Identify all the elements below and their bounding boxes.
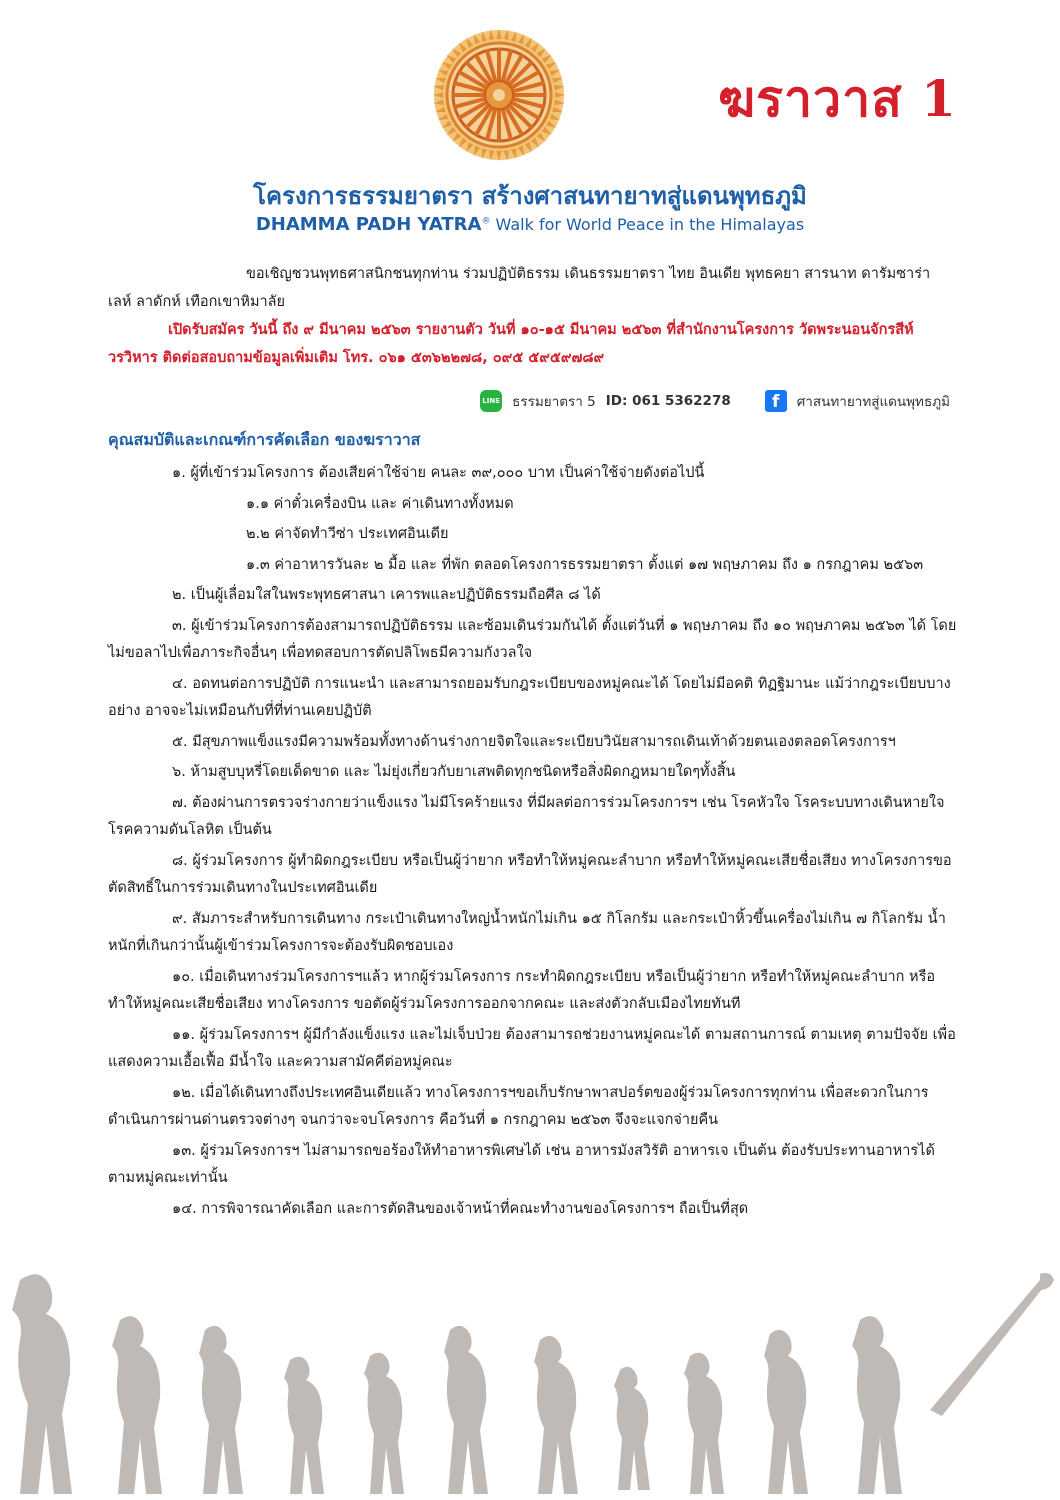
criteria-list [108,460,958,1226]
criteria-item: ๓. ผู้เข้าร่วมโครงการต้องสามารถปฏิบัติธรรม และซ้อมเดินร่วมกันได้ ตั้งแต่วันที่ ๑ พฤษภาคม ถึง ๑๐ พฤษภาคม ๒๕๖๓ ได้ โดยไม่ขอลาไปเพื่อภาระกิจอื่นๆ เพื่อทดสอบการตัดปลิโพธมีความกังวลใจ [108,617,957,661]
criteria-item: ๔. อดทนต่อการปฏิบัติ การแนะนำ และสามารถยอมรับกฎระเบียบของหมู่คณะได้ โดยไม่มีอคติ ทิฏฐิมานะ แม้ว่ากฎระเบียบบางอย่าง อาจจะไม่เหมือนกับที่ที่ท่านเคยปฏิบัติ [108,675,951,719]
criteria-item: ๗. ต้องผ่านการตรวจร่างกายว่าแข็งแรง ไม่มีโรคร้ายแรง ที่มีผลต่อการร่วมโครงการฯ เช่น โรคหัวใจ โรคระบบทางเดินหายใจ โรคความดันโลหิต เป็นต้น [108,794,945,838]
criteria-item: ๘. ผู้ร่วมโครงการ ผู้ทำผิดกฎระเบียบ หรือเป็นผู้ว่ายาก หรือทำให้หมู่คณะลำบาก หรือทำให้หมู่คณะเสียชื่อเสียง ทางโครงการขอตัดสิทธิ์ในการร่วมเดินทางในประเทศอินเดีย [108,852,952,896]
criteria-item: ๑๑. ผู้ร่วมโครงการฯ ผู้มีกำลังแข็งแรง และไม่เจ็บป่วย ต้องสามารถช่วยงานหมู่คณะได้ ตามสถานการณ์ ตามเหตุ ตามปัจจัย เพื่อแสดงความเอื้อเฟื้อ มีน้ำใจ และความสามัคคีต่อหมู่คณะ [108,1026,956,1070]
criteria-item: ๒. เป็นผู้เลื่อมใสในพระพุทธศาสนา เคารพและปฏิบัติธรรมถือศีล ๘ ได้ [172,587,601,603]
criteria-item: ๕. มีสุขภาพแข็งแรงมีความพร้อมทั้งทางด้านร่างกายจิตใจและระเบียบวินัยสามารถเดินเท้าด้วยตนเองตลอดโครงการฯ [172,733,896,750]
criteria-subitem: ๑.๓ ค่าอาหารวันละ ๒ มื้อ และ ที่พัก ตลอดโครงการธรรมยาตรา ตั้งแต่ ๑๗ พฤษภาคม ถึง ๑ กรกฎาคม ๒๕๖๓ [246,556,924,573]
criteria-subitem: ๑.๑ ค่าตั๋วเครื่องบิน และ ค่าเดินทางทั้งหมด [246,495,514,512]
registered-mark: ® [481,216,491,227]
project-title-english [0,214,1060,235]
invitation-paragraph: ขอเชิญชวนพุทธศาสนิกชนทุกท่าน ร่วมปฏิบัติธรรม เดินธรรมยาตรา ไทย อินเดีย พุทธคยา สารนาท ดารัมซาร่า เลห์ ลาดักห์ เทือกเขาหิมาลัย [108,266,931,310]
criteria-item: ๑๔. การพิจารณาคัดเลือก และการตัดสินของเจ้าหน้าที่คณะทำงานของโครงการฯ ถือเป็นที่สุด [172,1200,749,1217]
registration-paragraph: เปิดรับสมัคร วันนี้ ถึง ๙ มีนาคม ๒๕๖๓ รายงานตัว วันที่ ๑๐-๑๕ มีนาคม ๒๕๖๓ ที่สำนักงานโครงการ วัดพระนอนจักรสีห์ วรวิหาร ติดต่อสอบถามข้อมูลเพิ่มเติม โทร. ๐๖๑ ๕๓๖๒๒๗๘, ๐๙๕ ๕๙๕๙๗๘๙ [108,322,914,366]
criteria-item: ๑๒. เมื่อได้เดินทางถึงประเทศอินเดียแล้ว ทางโครงการฯขอเก็บรักษาพาสปอร์ตของผู้ร่วมโครงการทุกท่าน เพื่อสะดวกในการดำเนินการผ่านด่านตรวจต่างๆ จนกว่าจะจบโครงการ คือวันที่ ๑ กรกฎาคม ๒๕๖๓ จึงจะแจกจ่ายคืน [108,1084,929,1128]
section-heading: คุณสมบัติและเกณฑ์การคัดเลือก ของฆราวาส [108,430,421,449]
criteria-item: ๙. สัมภาระสำหรับการเดินทาง กระเป๋าเดินทางใหญ่น้ำหนักไม่เกิน ๑๕ กิโลกรัม และกระเป๋าหิ้วขึ้นเครื่องไม่เกิน ๗ กิโลกรัม น้ำหนักที่เกินกว่านั้นผู้เข้าร่วมโครงการจะต้องรับผิดชอบเอง [108,910,946,954]
dharma-wheel-logo [432,28,566,162]
walking-monks-silhouette [0,1260,1060,1500]
document-title: ฆราวาส 1 [718,69,957,128]
criteria-item: ๑๐. เมื่อเดินทางร่วมโครงการฯแล้ว หากผู้ร่วมโครงการ กระทำผิดกฎระเบียบ หรือเป็นผู้ว่ายาก หรือทำให้หมู่คณะลำบาก หรือทำให้หมู่คณะเสียชื่อเสียง ทางโครงการ ขอตัดผู้ร่วมโครงการออกจากคณะ และส่งตัวกลับเมืองไทยทันที [108,968,936,1012]
criteria-item: ๖. ห้ามสูบบุหรี่โดยเด็ดขาด และ ไม่ยุ่งเกี่ยวกับยาเสพติดทุกชนิดหรือสิ่งผิดกฎหมายใดๆทั้งสิ้น [172,764,736,780]
contact-row [480,390,950,412]
project-title-english-name: DHAMMA PADH YATRA [255,214,482,235]
criteria-item: ๑๓. ผู้ร่วมโครงการฯ ไม่สามารถขอร้องให้ทำอาหารพิเศษได้ เช่น อาหารมังสวิรัติ อาหารเจ เป็นต้น ต้องรับประทานอาหารได้ตามหมู่คณะเท่านั้น [108,1142,935,1186]
facebook-page-name: ศาสนทายาทสู่แดนพุทธภูมิ [796,394,950,410]
criteria-subitem: ๒.๒ ค่าจัดทำวีซ่า ประเทศอินเดีย [246,526,449,542]
line-icon: LINE [480,390,502,412]
project-title-thai: โครงการธรรมยาตรา สร้างศาสนทายาทสู่แดนพุทธภูมิ [253,182,807,210]
criteria-item: ๑. ผู้ที่เข้าร่วมโครงการ ต้องเสียค่าใช้จ่าย คนละ ๓๙,๐๐๐ บาท เป็นค่าใช้จ่ายดังต่อไปนี้ [172,465,705,481]
line-account-id: ID: 061 5362278 [605,393,731,409]
line-account-name: ธรรมยาตรา 5 [512,394,596,410]
facebook-icon: f [765,390,787,412]
project-title-english-tagline: Walk for World Peace in the Himalayas [490,215,805,234]
